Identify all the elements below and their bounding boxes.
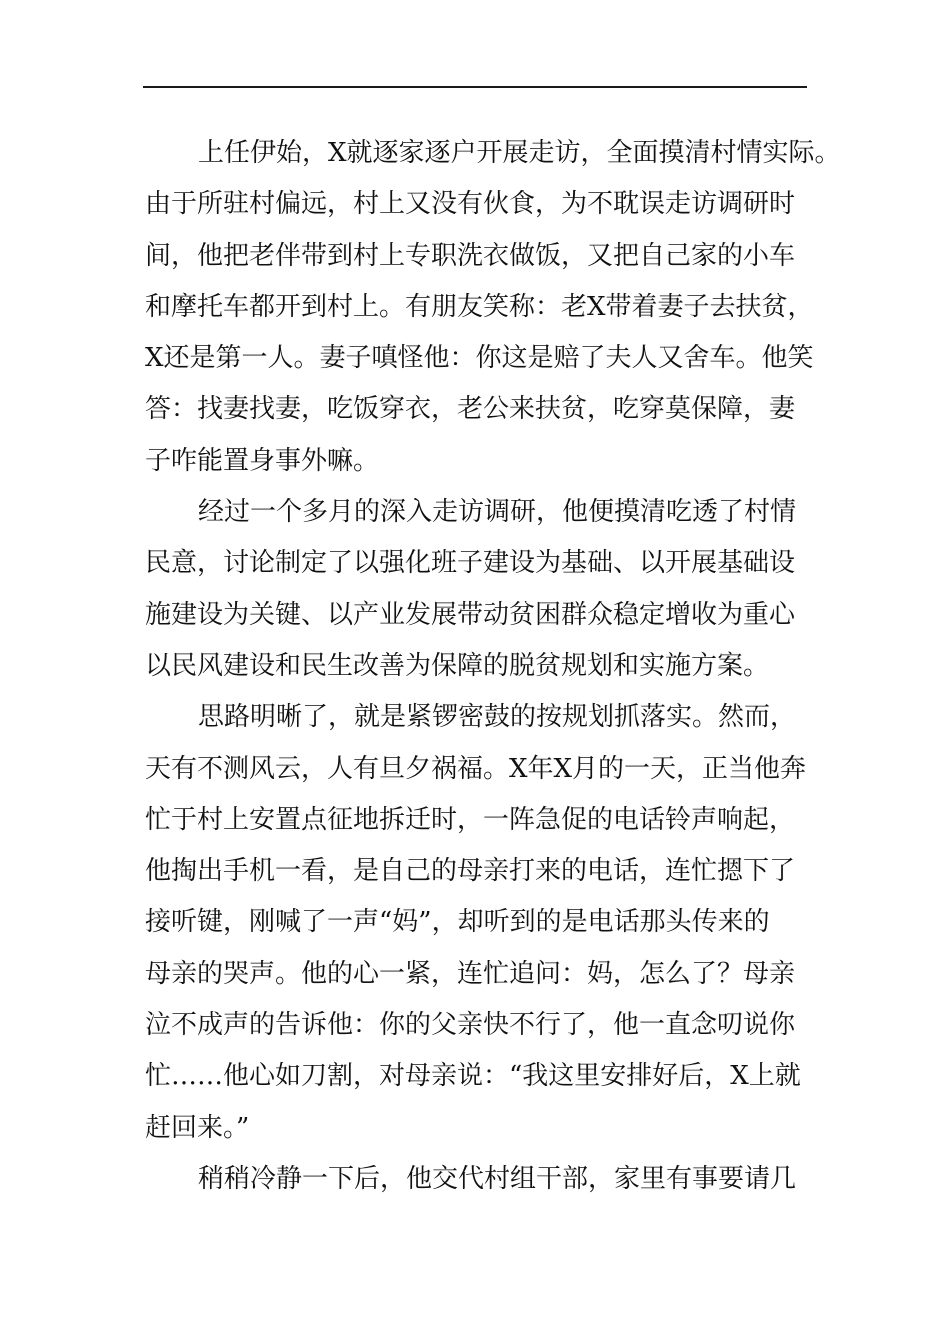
header-rule (143, 86, 807, 88)
paragraph-line: 以民风建设和民生改善为保障的脱贫规划和实施方案。 (145, 650, 770, 681)
paragraph-line: 经过一个多月的深入走访调研，他便摸清吃透了村情 (198, 497, 797, 528)
paragraph-line: 母亲的哭声。他的心一紧，连忙追问：妈，怎么了？母亲 (145, 958, 796, 989)
paragraph-line: 间，他把老伴带到村上专职洗衣做饭，又把自己家的小车 (145, 240, 796, 271)
paragraph-line: 他掏出手机一看，是自己的母亲打来的电话，连忙摁下了 (145, 856, 796, 887)
paragraph-line: 接听键，刚喊了一声“妈”，却听到的是电话那头传来的 (145, 907, 770, 938)
paragraph-line: 天有不测风云，人有旦夕祸福。X年X月的一天，正当他奔 (145, 753, 807, 784)
body-text (145, 128, 841, 1205)
paragraph-line: 子咋能置身事外嘛。 (145, 445, 380, 476)
paragraph-line: X还是第一人。妻子嗔怪他：你这是赔了夫人又舍车。他笑 (145, 343, 814, 374)
paragraph-line: 和摩托车都开到村上。有朋友笑称：老X带着妻子去扶贫， (145, 291, 814, 322)
paragraph-line: 民意，讨论制定了以强化班子建设为基础、以开展基础设 (145, 548, 796, 579)
paragraph-line: 思路明晰了，就是紧锣密鼓的按规划抓落实。然而， (198, 702, 797, 733)
paragraph-line: 由于所驻村偏远，村上又没有伙食，为不耽误走访调研时 (145, 189, 796, 220)
paragraph-line: 答：找妻找妻，吃饭穿衣，老公来扶贫，吃穿莫保障，妻 (145, 394, 796, 425)
paragraph-line: 忙于村上安置点征地拆迁时，一阵急促的电话铃声响起， (145, 804, 796, 835)
paragraph-line: 上任伊始，X就逐家逐户开展走访，全面摸清村情实际。 (198, 138, 841, 168)
paragraph-line: 泣不成声的告诉他：你的父亲快不行了，他一直念叨说你 (145, 1010, 796, 1041)
paragraph-line: 忙……他心如刀割，对母亲说：“我这里安排好后，X上就 (145, 1061, 801, 1092)
paragraph-line: 赶回来。” (145, 1112, 250, 1143)
paragraph-line: 施建设为关键、以产业发展带动贫困群众稳定增收为重心 (145, 599, 796, 630)
paragraph-line: 稍稍冷静一下后，他交代村组干部，家里有事要请几 (198, 1163, 797, 1194)
